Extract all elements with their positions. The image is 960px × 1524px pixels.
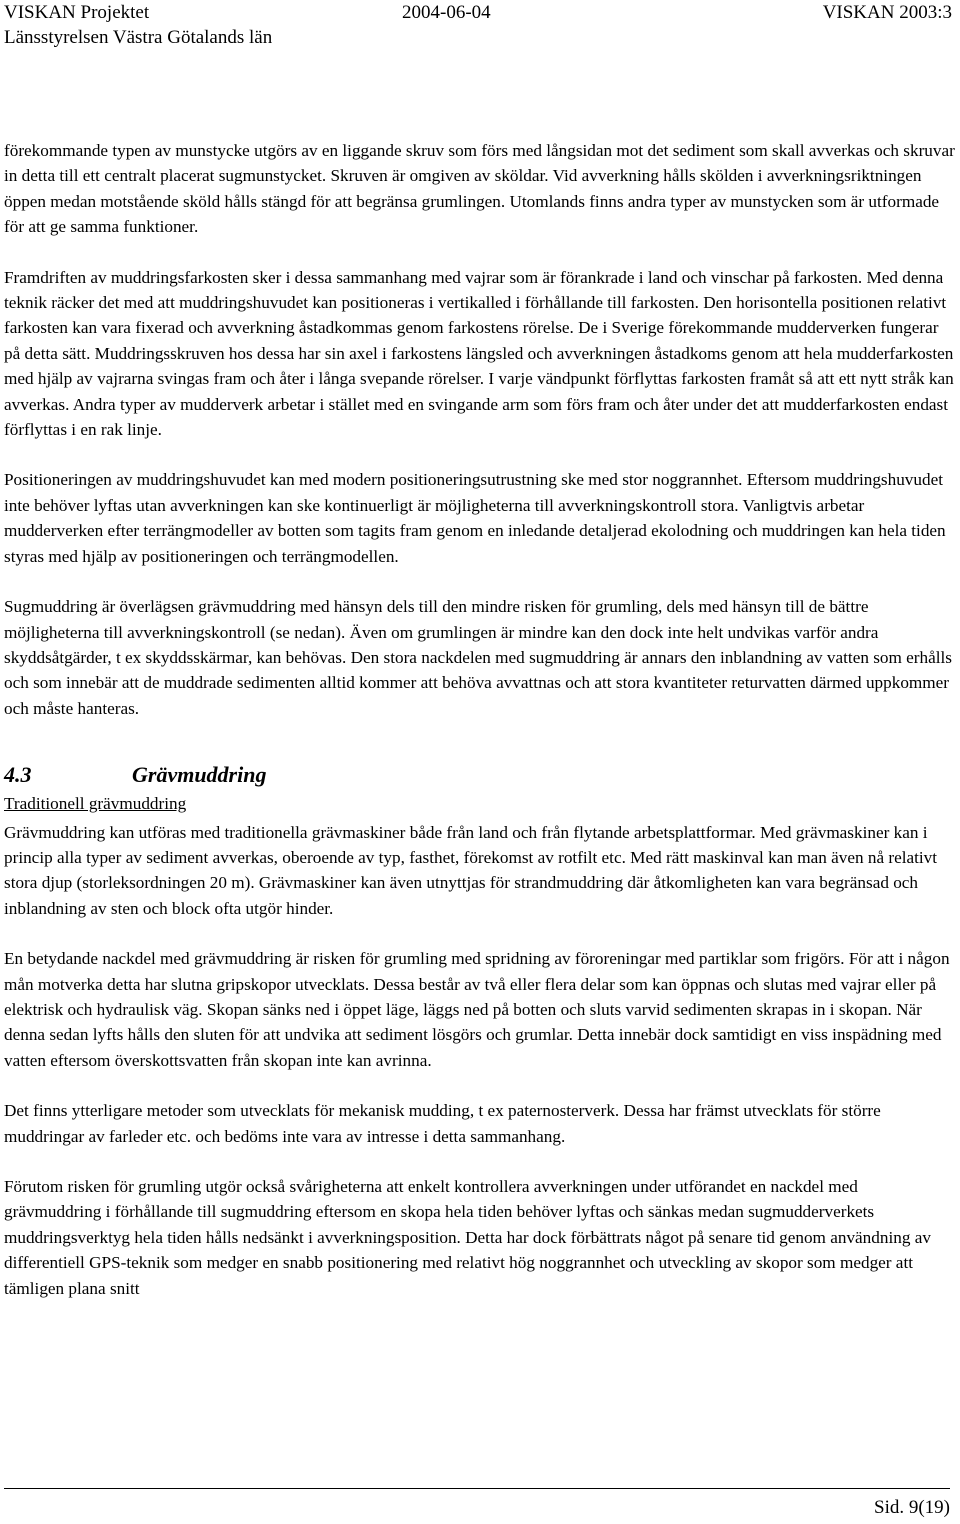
paragraph-8: Förutom risken för grumling utgör också svårigheterna att enkelt kontrollera avverkningen under utförandet en nackdel med grävmuddring i förhållande till sugmuddring eftersom en skopa hela tiden behöver lyftas och sänkas medan sugmudderverkets muddringsverktyg hela tiden hålls nedsänkt i avverkningsposition. Detta har dock förbättrats något på senare tid genom användning av differentiell GPS-teknik som medger en snabb positionering med relativt hög noggrannhet och utveckling av skopor som medger att tämligen plana snitt — [4, 1177, 931, 1298]
paragraph-6: En betydande nackdel med grävmuddring är risken för grumling med spridning av föroreningar med partiklar som frigörs. För att i någon mån motverka detta har slutna gripskopor utvecklats. Dessa består av två eller flera delar som kan öppnas och slutas med vajrar eller på elektrisk och hydraulisk väg. Skopan sänks ned i öppet läge, läggs ned på botten och sluts varvid sedimenten skrapas in i skopan. När denna sedan lyfts hålls den sluten för att undvika att sediment lösgörs och grumlar. Detta innebär dock samtidigt en viss inspädning med vatten eftersom överskottsvatten från skopan inte kan avrinna. — [4, 949, 950, 1070]
header-row-2 — [4, 25, 952, 50]
paragraph-4: Sugmuddring är överlägsen grävmuddring med hänsyn dels till den mindre risken för grumling, dels med hänsyn till de bättre möjligheterna till avverkningskontroll (se nedan). Även om grumlingen är mindre kan den dock inte helt undvikas varför andra skyddsåtgärder, t ex skyddsskärmar, kan behövas. Den stora nackdelen med sugmuddring är annars den inblandning av vatten som erhålls och som innebär att de muddrade sedimenten alltid kommer att behöva avvattnas och att stora kvantiteter returvatten därmed uppkommer och måste hanteras. — [4, 597, 952, 718]
paragraph-3: Positioneringen av muddringshuvudet kan med modern positioneringsutrustning ske med stor noggrannhet. Eftersom muddringshuvudet inte behöver lyftas utan avverkningen kan ske kontinuerligt är möjligheterna till avverkningskontroll stora. Vanligtvis arbetar mudderverken efter terrängmodeller av botten som tagits fram genom en inledande detaljerad ekolodning och muddringen kan hela tiden styras med hjälp av positioneringen och terrängmodellen. — [4, 470, 946, 566]
header-project: VISKAN Projektet — [4, 2, 150, 23]
paragraph-7: Det finns ytterligare metoder som utvecklats för mekanisk mudding, t ex paternosterverk. Dessa har främst utvecklats för större muddringar av farleder etc. och bedöms inte vara av intresse i detta sammanhang. — [4, 1101, 881, 1146]
sub-heading: Traditionell grävmuddring — [4, 794, 187, 814]
paragraph-5: Grävmuddring kan utföras med traditionella grävmaskiner både från land och från flytande arbetsplattformar. Med grävmaskiner kan i princip alla typer av sediment avverkas, oberoende av typ, fasthet, förekomst av rotfilt etc. Med rätt maskinval kan man även nå relativt stora djup (storleksordningen 20 m). Grävmaskiner kan även utnyttjas för strandmuddring där åtkomligheten kan vara begränsad och inblandning av sten och block ofta utgör hinder. — [4, 822, 938, 918]
section-heading — [4, 761, 956, 789]
paragraph-1: förekommande typen av munstycke utgörs av en liggande skruv som förs med långsidan mot det sediment som skall avverkas och skruvar in detta till ett centralt placerat sugmunstycket. Skruven är omgiven av sköldar. Vid avverkning hålls skölden i avverkningsriktningen öppen medan motstående sköld hålls stängd för att begränsa grumlingen. Utomlands finns andra typer av munstycken som är utformade för att ge samma funktioner. — [4, 141, 955, 237]
page-header — [4, 0, 952, 50]
section-number: 4.3 — [4, 762, 32, 788]
header-doc-id: VISKAN 2003:3 — [822, 2, 952, 23]
footer-divider — [4, 1488, 950, 1489]
paragraph-2: Framdriften av muddringsfarkosten sker i dessa sammanhang med vajrar som är förankrade i land och vinschar på farkosten. Med denna teknik räcker det med att muddringshuvudet kan positioneras i vertikalled i förhållande till farkosten. Den horisontella positionen relativt farkosten kan vara fixerad och avverkning åstadkommas genom farkostens rörelse. De i Sverige förekommande mudderverken fungerar på detta sätt. Muddringsskruven hos dessa har sin axel i farkostens längsled och avverkningen åstadkoms genom att hela mudderfarkosten med hjälp av vajrarna svingas fram och åter i långa svepande rörelser. I varje vändpunkt förflyttas farkosten framåt så att ett nytt stråk kan avverkas. Andra typer av mudderverk arbetar i stället med en svingande arm som förs fram och åter under det att mudderfarkosten endast förflyttas i en rak linje. — [4, 267, 954, 440]
document-body — [4, 138, 956, 1301]
page-number: Sid. 9(19) — [874, 1497, 950, 1518]
header-date: 2004-06-04 — [402, 2, 491, 23]
section-title: Grävmuddring — [132, 762, 267, 788]
header-org: Länsstyrelsen Västra Götalands län — [4, 27, 273, 48]
